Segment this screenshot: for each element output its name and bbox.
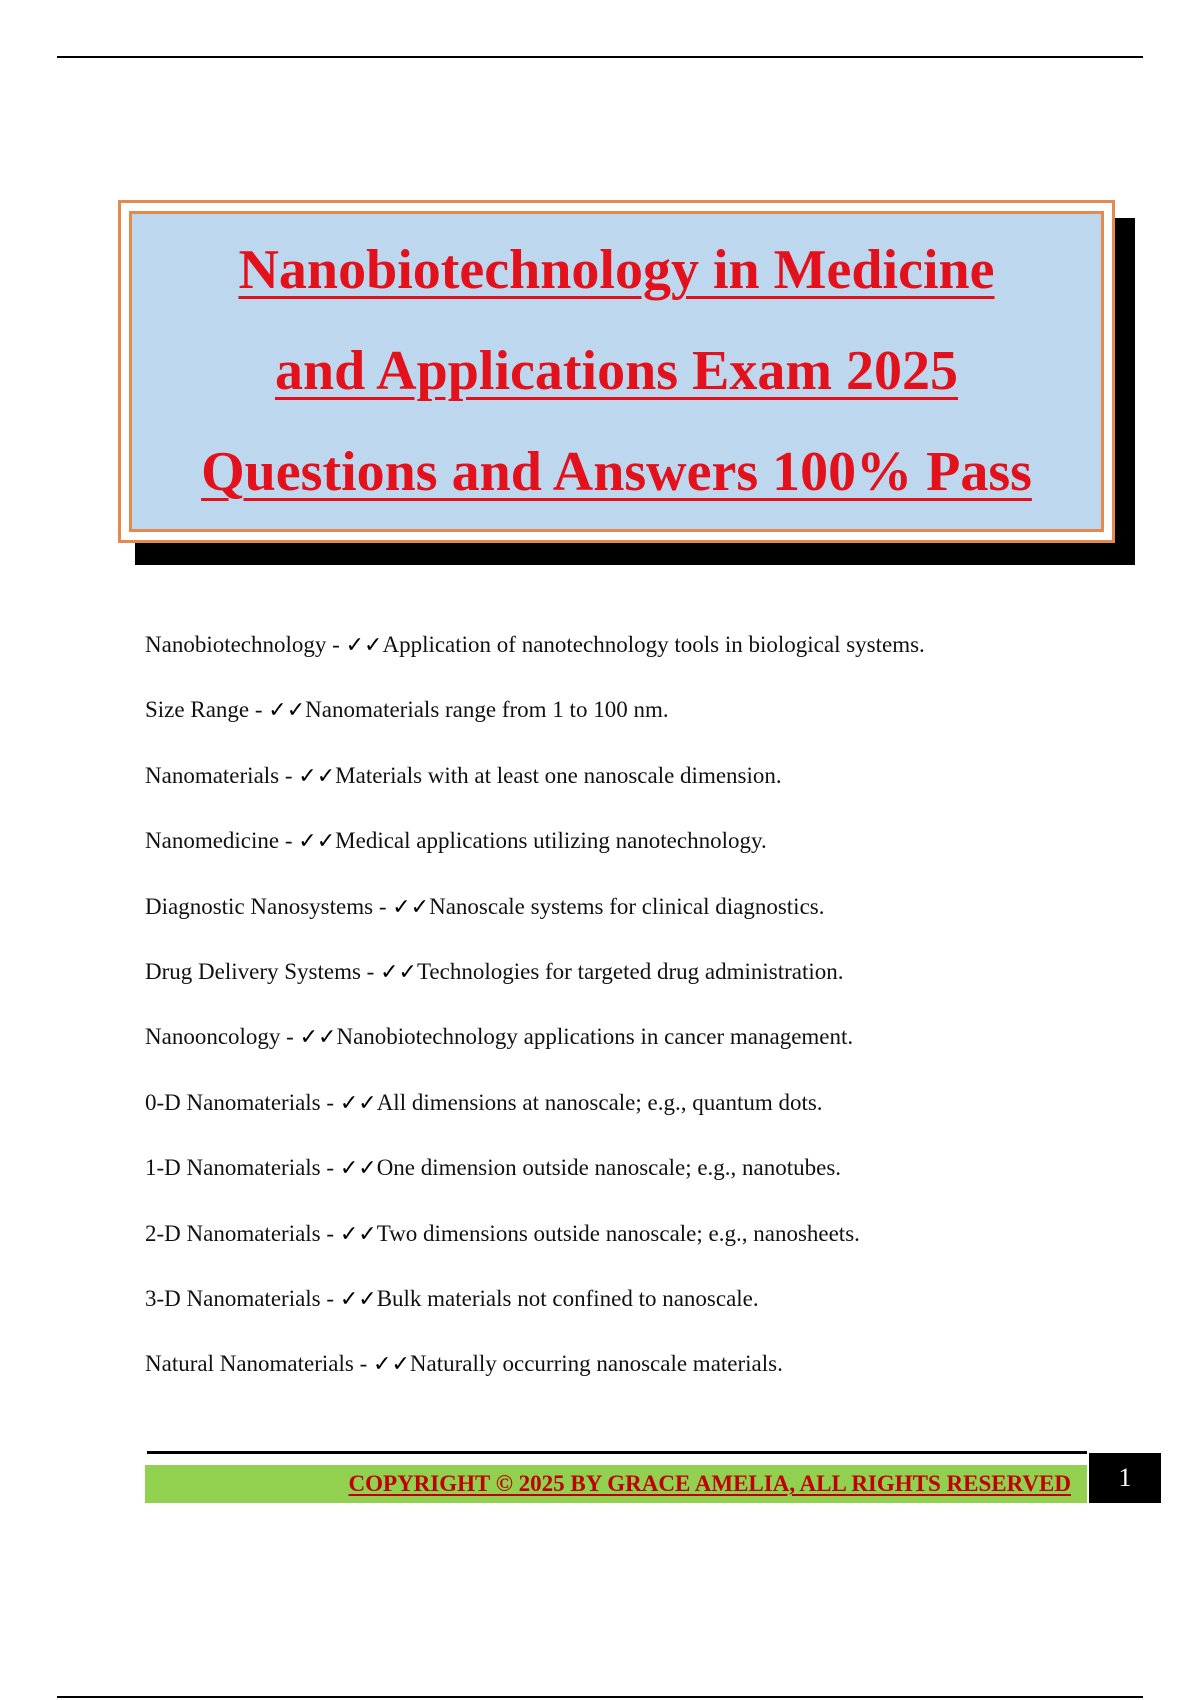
qa-answer: Materials with at least one nanoscale dimension. <box>335 762 782 788</box>
qa-term: Natural Nanomaterials <box>145 1351 354 1377</box>
qa-term: Nanomaterials <box>145 762 280 788</box>
page-number: 1 <box>1089 1453 1161 1503</box>
qa-answer: Two dimensions outside nanoscale; e.g., nanosheets. <box>376 1220 860 1246</box>
double-check-icon: ✓✓ <box>392 894 430 920</box>
double-check-icon: ✓✓ <box>373 1352 410 1378</box>
title-line-1: Nanobiotechnology in Medicine <box>238 239 995 301</box>
title-box <box>118 200 1115 543</box>
title-line-3: Questions and Answers 100% Pass <box>201 441 1032 503</box>
qa-term: Drug Delivery Systems <box>145 958 361 984</box>
qa-answer: Nanoscale systems for clinical diagnostics. <box>429 893 825 919</box>
qa-term: Nanobiotechnology <box>145 632 327 657</box>
qa-item: Natural Nanomaterials - ✓✓Naturally occurring nanoscale materials. <box>145 1351 783 1378</box>
double-check-icon: ✓✓ <box>380 959 417 985</box>
qa-term: 0-D Nanomaterials <box>145 1089 321 1115</box>
qa-list <box>145 630 1095 1415</box>
double-check-icon: ✓✓ <box>345 633 383 658</box>
top-rule <box>57 56 1143 58</box>
qa-item: Drug Delivery Systems - ✓✓Technologies for targeted drug administration. <box>145 958 844 985</box>
footer-rule <box>147 1451 1087 1454</box>
qa-term: 3-D Nanomaterials <box>145 1285 321 1311</box>
qa-term: Nanomedicine <box>145 828 280 854</box>
qa-answer: One dimension outside nanoscale; e.g., nanotubes. <box>376 1155 842 1181</box>
qa-item: Nanomaterials - ✓✓Materials with at least one nanoscale dimension. <box>145 762 782 789</box>
qa-answer: Application of nanotechnology tools in biological systems. <box>382 632 925 657</box>
double-check-icon: ✓✓ <box>339 1286 377 1312</box>
qa-answer: Technologies for targeted drug administration. <box>416 958 844 984</box>
qa-answer: Nanobiotechnology applications in cancer management. <box>336 1024 854 1050</box>
qa-item: 1-D Nanomaterials - ✓✓One dimension outside nanoscale; e.g., nanotubes. <box>145 1155 842 1182</box>
title-box-inner <box>129 211 1104 532</box>
qa-answer: Bulk materials not confined to nanoscale. <box>376 1285 759 1311</box>
qa-term: 1-D Nanomaterials <box>145 1155 321 1181</box>
qa-term: 2-D Nanomaterials <box>145 1220 321 1246</box>
footer-bar <box>145 1465 1087 1503</box>
qa-item: Nanomedicine - ✓✓Medical applications utilizing nanotechnology. <box>145 828 767 855</box>
qa-answer: Medical applications utilizing nanotechnology. <box>335 828 767 854</box>
qa-item: 2-D Nanomaterials - ✓✓Two dimensions outside nanoscale; e.g., nanosheets. <box>145 1220 860 1247</box>
double-check-icon: ✓✓ <box>299 1025 337 1051</box>
qa-term: Nanooncology <box>145 1024 281 1050</box>
double-check-icon: ✓✓ <box>268 698 306 724</box>
qa-item: 3-D Nanomaterials - ✓✓Bulk materials not confined to nanoscale. <box>145 1285 759 1312</box>
qa-answer: Nanomaterials range from 1 to 100 nm. <box>305 697 669 723</box>
qa-item: Size Range - ✓✓Nanomaterials range from 1 to 100 nm. <box>145 697 669 724</box>
bottom-rule <box>57 1696 1143 1698</box>
double-check-icon: ✓✓ <box>298 763 336 789</box>
qa-item: 0-D Nanomaterials - ✓✓All dimensions at nanoscale; e.g., quantum dots. <box>145 1089 823 1116</box>
qa-answer: Naturally occurring nanoscale materials. <box>409 1351 783 1377</box>
double-check-icon: ✓✓ <box>339 1156 377 1182</box>
qa-answer: All dimensions at nanoscale; e.g., quantum dots. <box>376 1089 823 1115</box>
qa-item: Nanooncology - ✓✓Nanobiotechnology applications in cancer management. <box>145 1024 854 1051</box>
qa-term: Diagnostic Nanosystems <box>145 893 374 919</box>
qa-term: Size Range <box>145 697 250 723</box>
qa-item: Nanobiotechnology - ✓✓Application of nanotechnology tools in biological systems. <box>145 632 925 658</box>
qa-item: Diagnostic Nanosystems - ✓✓Nanoscale systems for clinical diagnostics. <box>145 893 825 920</box>
title-line-2: and Applications Exam 2025 <box>274 340 959 402</box>
double-check-icon: ✓✓ <box>339 1221 377 1247</box>
double-check-icon: ✓✓ <box>339 1090 377 1116</box>
copyright-notice: COPYRIGHT © 2025 BY GRACE AMELIA, ALL RIGHTS RESERVED <box>348 1471 1071 1496</box>
double-check-icon: ✓✓ <box>298 829 336 855</box>
